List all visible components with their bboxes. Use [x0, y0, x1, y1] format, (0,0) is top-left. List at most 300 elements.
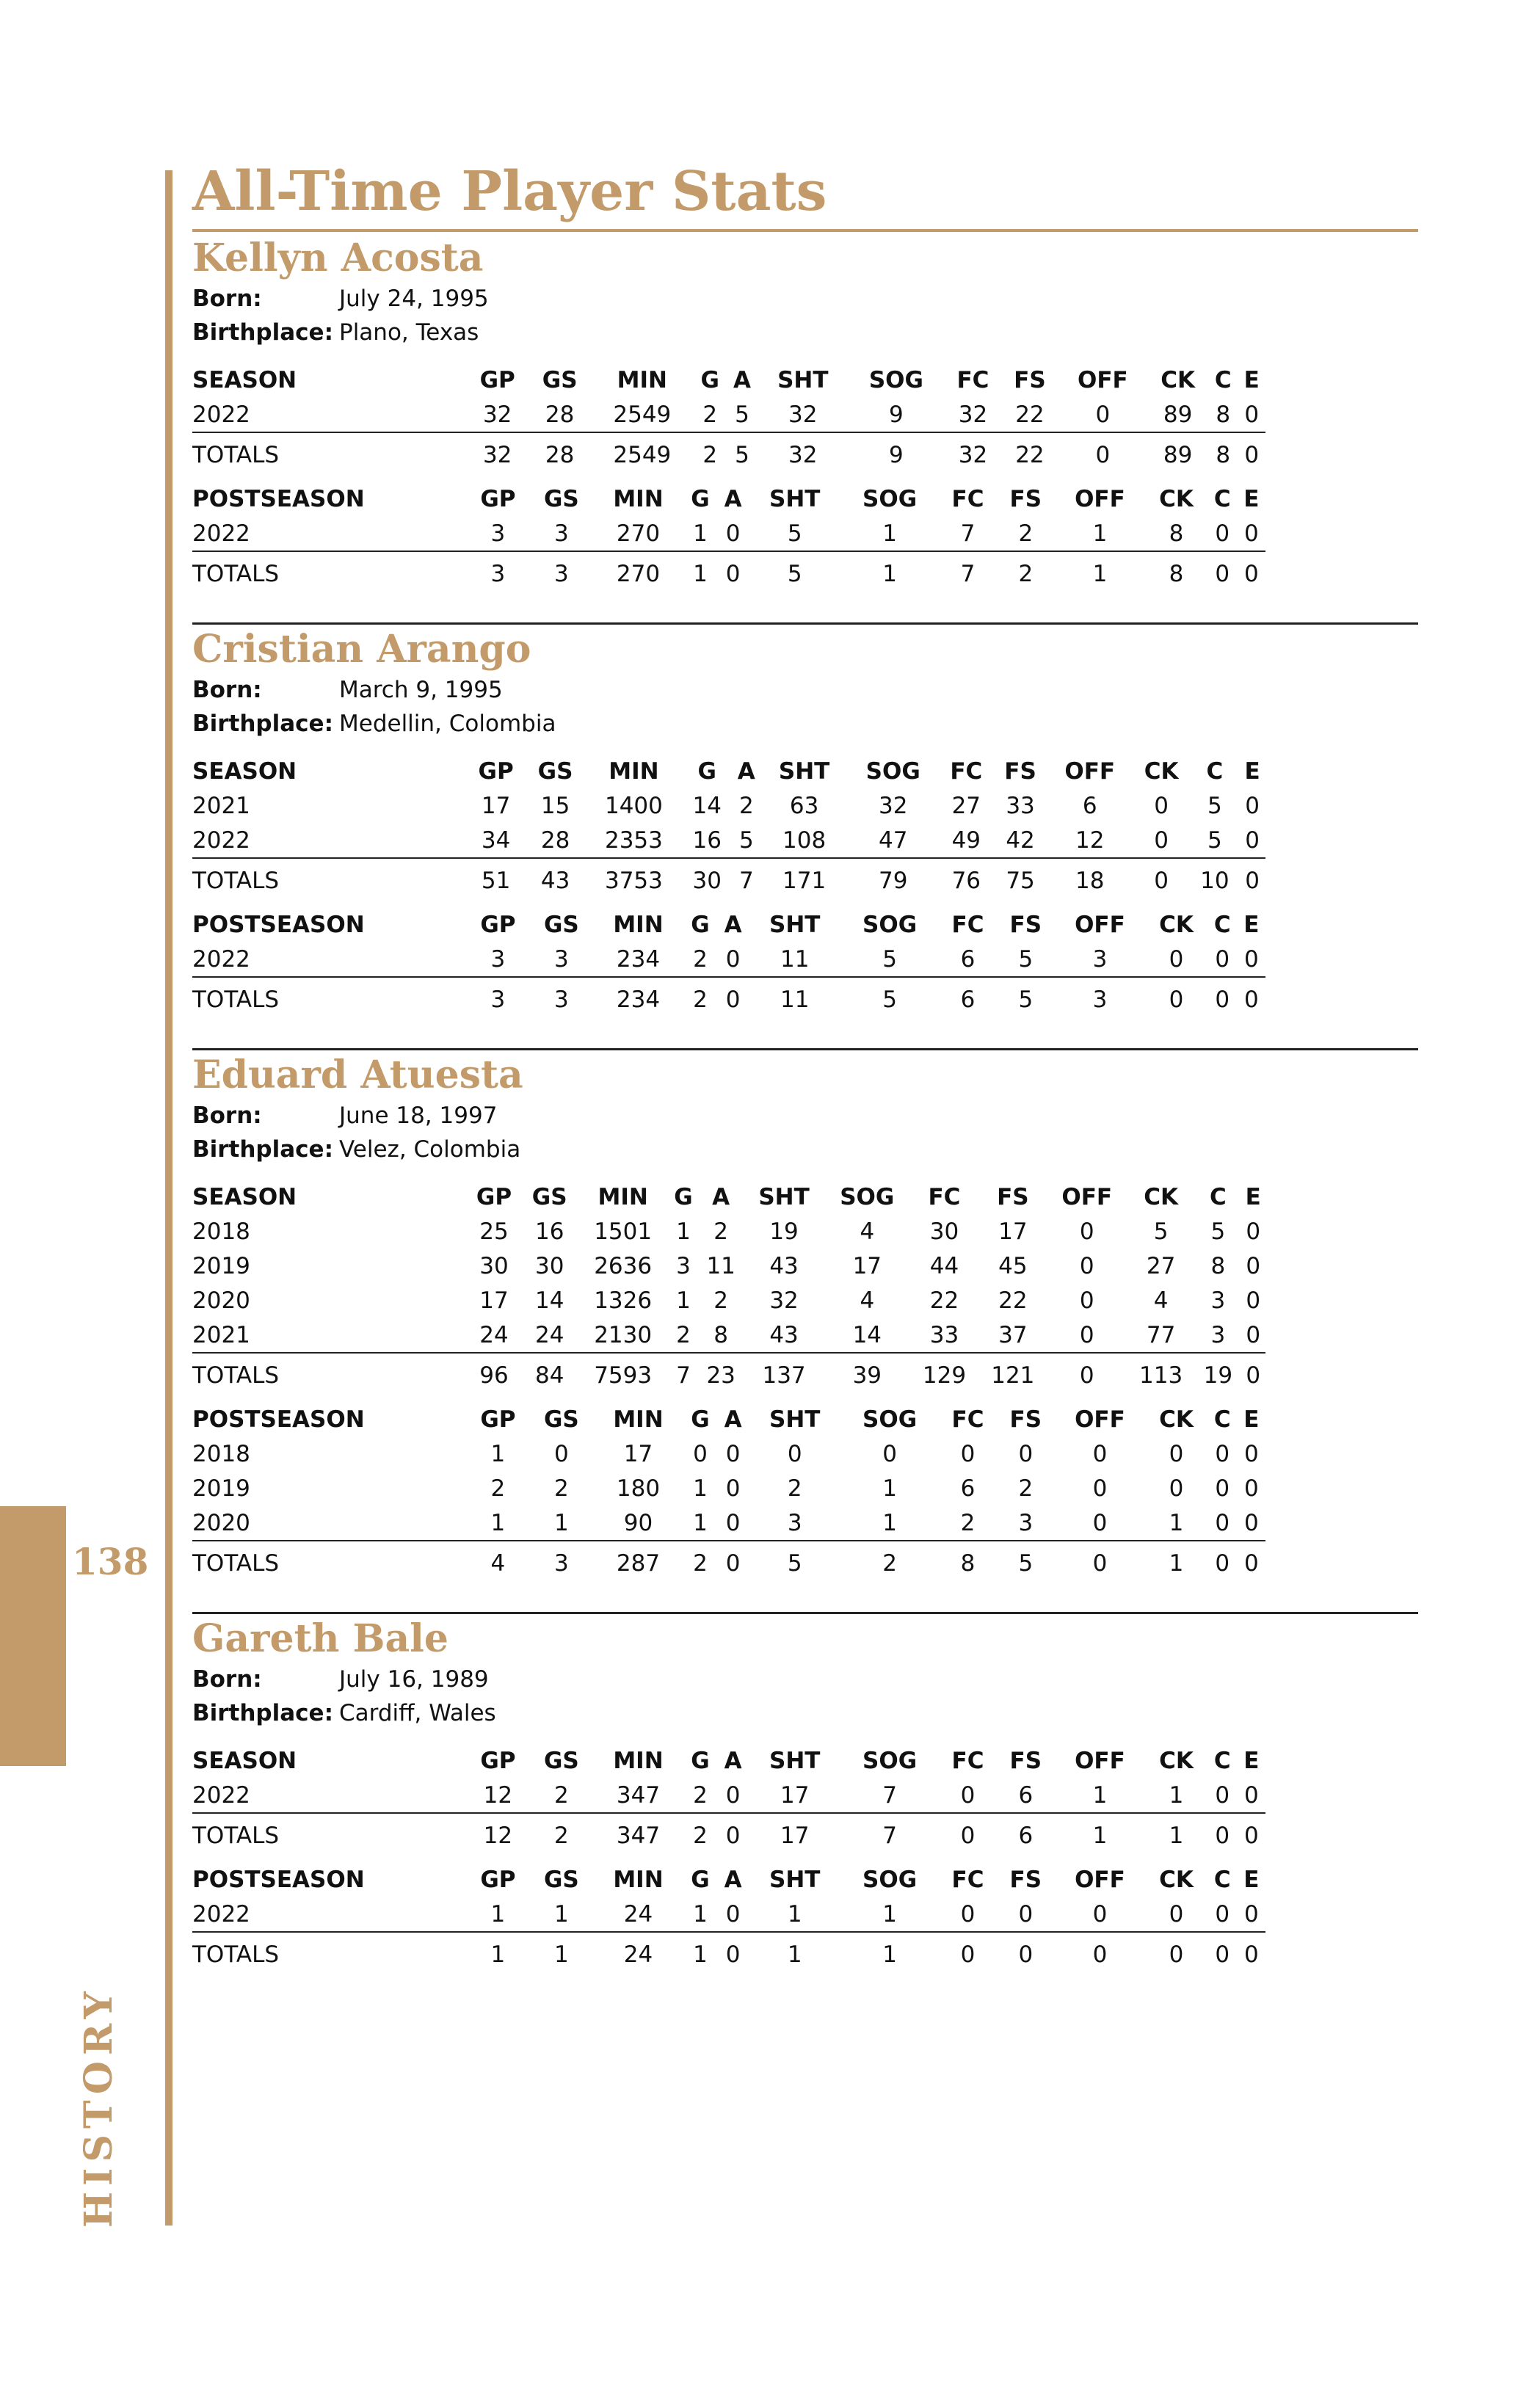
born-value: March 9, 1995 — [339, 677, 503, 703]
stat-cell: 27 — [951, 792, 981, 819]
stat-cell: 0 — [1055, 1897, 1146, 1932]
total-cell: 18 — [1075, 868, 1105, 894]
stat-cell: 27 — [1146, 1252, 1176, 1279]
totals-label: TOTALS — [192, 987, 280, 1013]
season-stats-table — [192, 1180, 1265, 1398]
stat-cell: 2636 — [594, 1252, 653, 1279]
stat-cell: 0 — [717, 1505, 749, 1541]
stat-cell: 22 — [998, 1287, 1028, 1314]
total-cell: 287 — [616, 1550, 661, 1577]
stat-cell: 0 — [1215, 1475, 1230, 1502]
stat-cell: 0 — [717, 1897, 749, 1932]
column-header: A — [724, 1406, 742, 1433]
total-cell: 234 — [616, 987, 661, 1013]
column-header: CK — [1159, 485, 1194, 512]
column-header: OFF — [1075, 1866, 1125, 1893]
player-section — [192, 1048, 1418, 1585]
stat-cell: 5 — [1207, 792, 1222, 819]
total-cell: 5 — [1018, 1550, 1034, 1577]
total-cell: 0 — [1079, 1362, 1094, 1389]
page-number: 138 — [72, 1540, 149, 1583]
birthplace-label: Birthplace: — [192, 319, 333, 346]
total-cell: 0 — [725, 1823, 741, 1849]
total-cell: 75 — [1006, 868, 1035, 894]
stat-cell: 5 — [840, 942, 939, 977]
column-header: MIN — [613, 1747, 664, 1774]
total-cell: 84 — [534, 1362, 564, 1389]
total-cell: 1 — [1169, 1550, 1184, 1577]
stat-cell: 0 — [1018, 1440, 1034, 1467]
stat-cell: 270 — [593, 516, 683, 551]
column-header: SOG — [868, 366, 923, 393]
column-header: SHT — [769, 1747, 821, 1774]
stat-cell: 28 — [526, 823, 585, 858]
column-header: GS — [543, 1406, 579, 1433]
born-value: June 18, 1997 — [339, 1102, 498, 1129]
stat-cell: 0 — [1246, 1252, 1261, 1279]
stat-cell: 11 — [749, 942, 840, 977]
total-cell: 7 — [676, 1362, 691, 1389]
stat-cell: 0 — [1092, 1475, 1108, 1502]
stat-cell: 30 — [929, 1218, 959, 1245]
stat-cell: 0 — [939, 1778, 997, 1813]
born-label: Born: — [192, 677, 262, 703]
stat-cell: 22 — [929, 1287, 959, 1314]
table-row — [192, 1318, 1265, 1353]
stat-cell: 180 — [616, 1475, 661, 1502]
total-cell: 6 — [960, 987, 976, 1013]
column-header: G — [697, 757, 716, 785]
stat-cell: 30 — [479, 1252, 509, 1279]
stat-cell: 0 — [1169, 1440, 1184, 1467]
column-header: SOG — [840, 1183, 895, 1210]
stat-cell: 14 — [534, 1287, 564, 1314]
season-header: SEASON — [192, 1183, 297, 1210]
stat-cell: 3 — [749, 1505, 840, 1541]
stat-cell: 3 — [466, 942, 530, 977]
stat-cell: 32 — [769, 1287, 799, 1314]
player-section — [192, 1612, 1418, 1977]
column-header: C — [1214, 366, 1232, 393]
stat-cell: 0 — [1243, 1475, 1259, 1502]
stat-cell: 0 — [1246, 1218, 1261, 1245]
year-cell: 2018 — [192, 1440, 250, 1467]
column-header: OFF — [1061, 1183, 1113, 1210]
total-cell: 0 — [1245, 868, 1260, 894]
birthplace-line — [192, 1133, 1418, 1166]
stat-cell: 33 — [1006, 792, 1035, 819]
column-header: FC — [951, 485, 984, 512]
stat-cell: 0 — [960, 1440, 976, 1467]
season-stats-table — [192, 1743, 1265, 1858]
column-header: C — [1213, 1406, 1231, 1433]
stat-cell: 8 — [1208, 397, 1238, 432]
stat-cell: 24 — [466, 1318, 522, 1353]
total-cell: 51 — [481, 868, 511, 894]
total-cell: 5 — [882, 987, 897, 1013]
total-cell: 2 — [693, 1823, 708, 1849]
total-cell: 32 — [482, 442, 512, 468]
stat-cell: 3 — [1055, 942, 1146, 977]
table-header-row — [192, 363, 1265, 397]
stat-cell: 3 — [1195, 1318, 1241, 1353]
stat-cell: 0 — [1238, 1778, 1265, 1813]
stat-cell: 5 — [749, 516, 840, 551]
column-header: GS — [543, 1866, 579, 1893]
stat-cell: 32 — [945, 397, 1002, 432]
season-stats-table — [192, 754, 1265, 903]
stat-cell: 5 — [1191, 823, 1240, 858]
stat-cell: 0 — [882, 1440, 897, 1467]
stat-cell: 63 — [789, 792, 819, 819]
total-cell: 8 — [1216, 442, 1231, 468]
total-cell: 0 — [725, 561, 741, 587]
player-name: Gareth Bale — [192, 1616, 448, 1661]
column-header: CK — [1159, 1747, 1194, 1774]
column-header: C — [1213, 1747, 1231, 1774]
column-header: CK — [1144, 1183, 1178, 1210]
table-row — [192, 1505, 1265, 1541]
total-cell: 1 — [882, 1941, 897, 1968]
table-row — [192, 942, 1265, 977]
column-header: GP — [478, 757, 514, 785]
total-cell: 1 — [490, 1941, 506, 1968]
stat-cell: 16 — [534, 1218, 564, 1245]
column-header: GS — [542, 366, 578, 393]
total-cell: 0 — [1243, 561, 1259, 587]
stat-cell: 1 — [1145, 1778, 1207, 1813]
stat-cell: 0 — [693, 1440, 708, 1467]
column-header: MIN — [613, 911, 664, 938]
stat-cell: 2 — [939, 1505, 997, 1541]
total-cell: 1 — [554, 1941, 569, 1968]
column-header: G — [691, 1406, 710, 1433]
stat-cell: 1 — [1145, 1505, 1207, 1541]
total-cell: 4 — [490, 1550, 506, 1577]
column-header: E — [1243, 1866, 1260, 1893]
stat-cell: 0 — [1092, 1440, 1108, 1467]
stat-cell: 6 — [939, 942, 997, 977]
column-header: SOG — [862, 911, 918, 938]
year-cell: 2022 — [192, 1897, 466, 1932]
title-rule — [192, 229, 1418, 232]
total-cell: 79 — [878, 868, 908, 894]
section-label: HISTORY — [76, 1985, 121, 2228]
column-header: G — [691, 485, 710, 512]
total-cell: 3 — [490, 987, 506, 1013]
total-cell: 5 — [1018, 987, 1034, 1013]
column-header: C — [1213, 485, 1231, 512]
postseason-header: POSTSEASON — [192, 485, 365, 512]
column-header: C — [1213, 911, 1231, 938]
column-header: SHT — [778, 757, 830, 785]
stat-cell: 12 — [466, 1778, 530, 1813]
stat-cell: 47 — [847, 823, 939, 858]
stat-cell: 32 — [466, 397, 529, 432]
column-header: G — [674, 1183, 693, 1210]
column-header: FS — [1004, 757, 1036, 785]
column-header: OFF — [1075, 1747, 1125, 1774]
stat-cell: 1 — [530, 1897, 593, 1932]
column-header: FC — [956, 366, 989, 393]
stat-cell: 1400 — [604, 792, 663, 819]
total-cell: 76 — [951, 868, 981, 894]
born-line — [192, 1099, 1418, 1133]
total-cell: 28 — [545, 442, 575, 468]
year-cell: 2022 — [192, 516, 466, 551]
stat-cell: 49 — [939, 823, 993, 858]
stat-cell: 3 — [530, 942, 593, 977]
total-cell: 0 — [1244, 442, 1260, 468]
total-cell: 1 — [1092, 561, 1108, 587]
column-header: FC — [950, 757, 983, 785]
stat-cell: 33 — [910, 1318, 978, 1353]
stat-cell: 77 — [1127, 1318, 1195, 1353]
stat-cell: 24 — [522, 1318, 577, 1353]
stat-cell: 5 — [1210, 1218, 1226, 1245]
total-cell: 1 — [882, 561, 897, 587]
column-header: FS — [1009, 485, 1042, 512]
column-header: GS — [543, 485, 579, 512]
stat-cell: 1 — [693, 1475, 708, 1502]
stat-cell: 3 — [530, 516, 593, 551]
total-cell: 24 — [623, 1941, 653, 1968]
totals-label: TOTALS — [192, 1362, 280, 1389]
column-header: SOG — [862, 1406, 918, 1433]
total-cell: 32 — [958, 442, 988, 468]
table-header-row — [192, 754, 1265, 788]
stat-cell: 6 — [1082, 792, 1097, 819]
total-cell: 171 — [782, 868, 827, 894]
stat-cell: 0 — [1133, 823, 1191, 858]
birthplace-value: Plano, Texas — [339, 319, 479, 346]
totals-row — [192, 977, 1265, 1022]
born-label: Born: — [192, 1102, 262, 1129]
stat-cell: 2 — [683, 942, 717, 977]
year-cell: 2019 — [192, 1252, 250, 1279]
total-cell: 0 — [1018, 1941, 1034, 1968]
stat-cell: 0 — [1207, 942, 1238, 977]
column-header: G — [691, 911, 710, 938]
table-row — [192, 1283, 1265, 1318]
column-header: GP — [480, 1406, 516, 1433]
total-cell: 9 — [889, 442, 904, 468]
totals-row — [192, 432, 1265, 477]
totals-row — [192, 858, 1265, 903]
total-cell: 121 — [991, 1362, 1035, 1389]
year-cell: 2018 — [192, 1218, 250, 1245]
stat-cell: 0 — [1246, 1287, 1261, 1314]
total-cell: 17 — [780, 1823, 810, 1849]
stat-cell: 1 — [840, 1897, 939, 1932]
postseason-header: POSTSEASON — [192, 911, 365, 938]
player-section — [192, 235, 1418, 596]
totals-label: TOTALS — [192, 868, 280, 894]
column-header: CK — [1144, 757, 1179, 785]
column-header: FS — [1009, 1747, 1042, 1774]
column-header: A — [724, 911, 742, 938]
table-header-row — [192, 1180, 1265, 1214]
stat-cell: 0 — [939, 1897, 997, 1932]
stat-cell: 15 — [540, 792, 570, 819]
stat-cell: 1 — [882, 1475, 897, 1502]
column-header: FC — [951, 1866, 984, 1893]
stat-cell: 24 — [593, 1897, 683, 1932]
total-cell: 0 — [960, 1941, 976, 1968]
stat-cell: 2 — [683, 1778, 717, 1813]
column-header: E — [1243, 485, 1260, 512]
total-cell: 30 — [692, 868, 722, 894]
column-header: FC — [951, 911, 984, 938]
total-cell: 5 — [787, 1550, 802, 1577]
stat-cell: 4 — [860, 1218, 875, 1245]
total-cell: 270 — [616, 561, 661, 587]
total-cell: 1 — [693, 1941, 708, 1968]
table-row — [192, 1214, 1265, 1249]
column-header: FS — [997, 1183, 1029, 1210]
total-cell: 0 — [1246, 1362, 1261, 1389]
birthplace-line — [192, 316, 1418, 349]
totals-label: TOTALS — [192, 561, 280, 587]
total-cell: 1 — [1169, 1823, 1184, 1849]
column-header: GP — [480, 1747, 516, 1774]
stat-cell: 30 — [534, 1252, 564, 1279]
year-cell: 2020 — [192, 1287, 250, 1314]
year-cell: 2022 — [192, 1778, 466, 1813]
year-cell: 2019 — [192, 1475, 250, 1502]
totals-row — [192, 1541, 1265, 1585]
total-cell: 0 — [1169, 987, 1184, 1013]
column-header: GS — [537, 757, 573, 785]
stat-cell: 0 — [1055, 1505, 1146, 1541]
total-cell: 3 — [554, 1550, 569, 1577]
total-cell: 0 — [1169, 1941, 1184, 1968]
column-header: A — [737, 757, 755, 785]
column-header: MIN — [613, 1866, 664, 1893]
column-header: C — [1213, 1866, 1231, 1893]
total-cell: 0 — [1092, 1941, 1108, 1968]
player-section — [192, 622, 1418, 1022]
stat-cell: 4 — [1153, 1287, 1169, 1314]
stat-cell: 0 — [1207, 1505, 1238, 1541]
column-header: A — [712, 1183, 730, 1210]
stat-cell: 14 — [692, 792, 722, 819]
table-header-row — [192, 1743, 1265, 1778]
total-cell: 2 — [702, 442, 718, 468]
stat-cell: 19 — [769, 1218, 799, 1245]
stat-cell: 347 — [593, 1778, 683, 1813]
total-cell: 5 — [787, 561, 802, 587]
stat-cell: 0 — [1079, 1218, 1094, 1245]
stat-cell: 0 — [725, 1440, 741, 1467]
total-cell: 96 — [479, 1362, 509, 1389]
stat-cell: 0 — [1243, 1440, 1259, 1467]
stat-cell: 17 — [623, 1440, 653, 1467]
column-header: MIN — [617, 366, 667, 393]
season-header: SEASON — [192, 1747, 297, 1774]
stat-cell: 0 — [1207, 1778, 1238, 1813]
stat-cell: 5 — [1153, 1218, 1169, 1245]
stat-cell: 0 — [1047, 1318, 1127, 1353]
column-header: FC — [928, 1183, 961, 1210]
stat-cell: 0 — [1238, 1897, 1265, 1932]
stat-cell: 43 — [769, 1252, 799, 1279]
column-header: E — [1244, 757, 1260, 785]
total-cell: 89 — [1163, 442, 1193, 468]
stat-cell: 6 — [997, 1778, 1054, 1813]
postseason-stats-table — [192, 1402, 1265, 1585]
stat-cell: 2 — [694, 397, 727, 432]
postseason-stats-table — [192, 1862, 1265, 1977]
stat-cell: 1 — [1055, 516, 1146, 551]
born-value: July 16, 1989 — [339, 1666, 489, 1693]
born-line — [192, 1663, 1418, 1696]
total-cell: 0 — [1092, 1550, 1108, 1577]
total-cell: 3 — [1092, 987, 1108, 1013]
total-cell: 32 — [788, 442, 818, 468]
year-cell: 2022 — [192, 397, 466, 432]
stat-cell: 1 — [840, 516, 939, 551]
total-cell: 129 — [922, 1362, 967, 1389]
stat-cell: 5 — [997, 942, 1054, 977]
stat-cell: 5 — [732, 823, 761, 858]
stat-cell: 6 — [960, 1475, 976, 1502]
season-header: SEASON — [192, 366, 297, 393]
stat-cell: 2 — [490, 1475, 506, 1502]
total-cell: 22 — [1015, 442, 1045, 468]
stat-cell: 1 — [840, 1505, 939, 1541]
born-line — [192, 673, 1418, 707]
birthplace-label: Birthplace: — [192, 711, 333, 737]
table-header-row — [192, 482, 1265, 516]
column-header: G — [700, 366, 719, 393]
postseason-header: POSTSEASON — [192, 1866, 365, 1893]
column-header: SHT — [758, 1183, 810, 1210]
total-cell: 1 — [693, 561, 708, 587]
stat-cell: 14 — [824, 1318, 910, 1353]
stat-cell: 8 — [698, 1318, 744, 1353]
total-cell: 3 — [554, 561, 569, 587]
stat-cell: 17 — [852, 1252, 882, 1279]
total-cell: 0 — [1243, 1941, 1259, 1968]
column-header: SHT — [769, 485, 821, 512]
column-header: A — [724, 1747, 742, 1774]
born-label: Born: — [192, 1666, 262, 1693]
totals-row — [192, 551, 1265, 596]
birthplace-line — [192, 707, 1418, 741]
stat-cell: 32 — [878, 792, 908, 819]
stat-cell: 45 — [998, 1252, 1028, 1279]
stat-cell: 2 — [530, 1778, 593, 1813]
total-cell: 39 — [852, 1362, 882, 1389]
column-header: FC — [951, 1747, 984, 1774]
stat-cell: 0 — [717, 1778, 749, 1813]
table-header-row — [192, 907, 1265, 942]
total-cell: 2 — [693, 1550, 708, 1577]
total-cell: 5 — [735, 442, 749, 468]
stat-cell: 0 — [1215, 1440, 1230, 1467]
birthplace-label: Birthplace: — [192, 1700, 333, 1726]
stat-cell: 12 — [1047, 823, 1133, 858]
stat-cell: 2 — [713, 1287, 729, 1314]
total-cell: 1 — [1092, 1823, 1108, 1849]
total-cell: 23 — [706, 1362, 736, 1389]
column-header: E — [1245, 1183, 1261, 1210]
stat-cell: 0 — [717, 516, 749, 551]
stat-cell: 22 — [1001, 397, 1058, 432]
column-header: OFF — [1075, 485, 1125, 512]
stat-cell: 17 — [479, 1287, 509, 1314]
